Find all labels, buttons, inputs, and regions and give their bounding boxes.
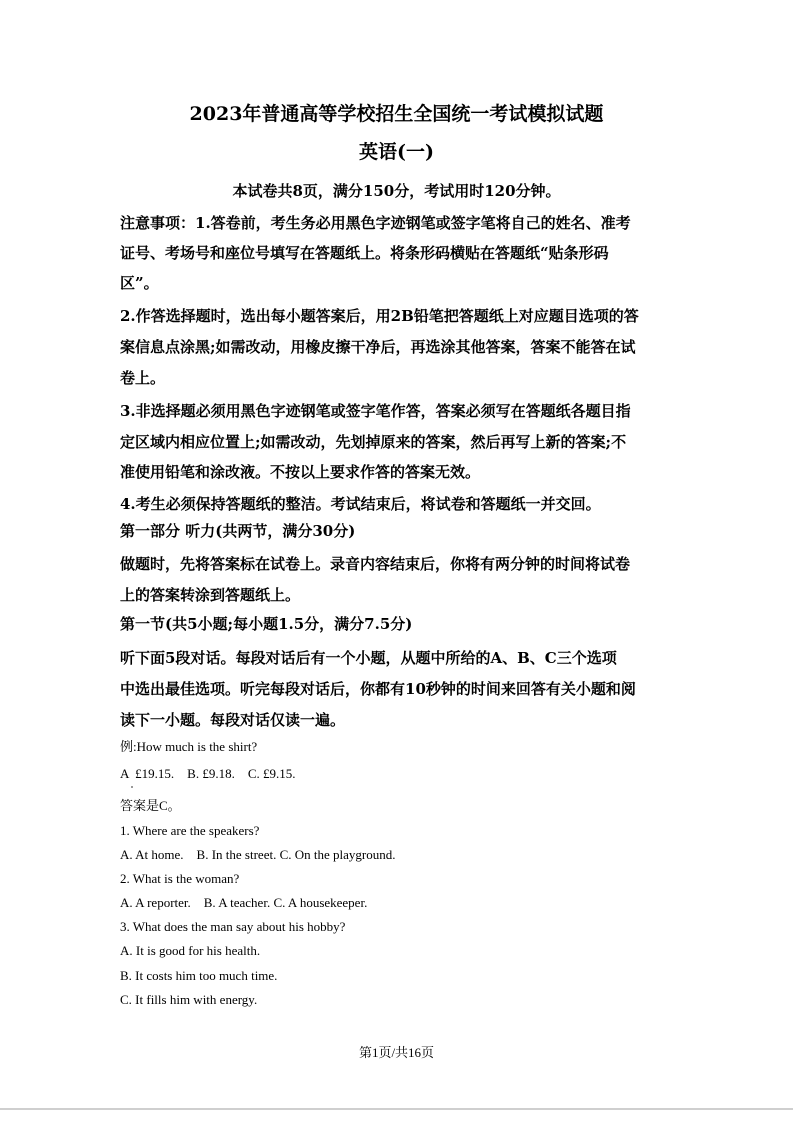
question-stem: 2. What is the woman? (120, 871, 240, 886)
example-answer: 答案是C。 (120, 798, 181, 813)
section1-instructions-line: 读下一小题。每段对话仅读一遍。 (120, 711, 346, 729)
section1-instructions-line: 中选出最佳选项。听完每段对话后，你都有10秒钟的时间来回答有关小题和阅 (120, 680, 636, 698)
notes-line: 证号、考场号和座位号填写在答题纸上。将条形码横贴在答题纸“贴条形码 (120, 244, 609, 262)
question-option: B. It costs him too much time. (120, 968, 278, 983)
notes-line: 准使用铅笔和涂改液。不按以上要求作答的答案无效。 (120, 463, 481, 481)
question-option: C. It fills him with energy. (120, 992, 258, 1007)
section1-instructions-line: 听下面5段对话。每段对话后有一个小题，从题中所给的A、B、C三个选项 (120, 649, 617, 667)
part1-heading: 第一部分 听力(共两节，满分30分) (120, 522, 356, 540)
notes-line: 定区域内相应位置上;如需改动，先划掉原来的答案，然后再写上新的答案;不 (120, 433, 627, 451)
question-options: A. A reporter. B. A teacher. C. A housekeeper. (120, 895, 368, 910)
notes-line: 卷上。 (120, 369, 166, 387)
example-question: 例:How much is the shirt? (120, 739, 258, 754)
notes-line: 案信息点涂黑;如需改动，用橡皮擦干净后，再选涂其他答案，答案不能答在试 (120, 338, 636, 356)
notes-line: 2.作答选择题时，选出每小题答案后，用2B铅笔把答题纸上对应题目选项的答 (120, 307, 639, 325)
notes-line: 区”。 (120, 274, 159, 292)
exam-intro: 本试卷共8页，满分150分，考试用时120分钟。 (232, 182, 561, 200)
question-option: A. It is good for his health. (120, 943, 261, 958)
notes-line: 注意事项：1.答卷前，考生务必用黑色字迹钢笔或签字笔将自己的姓名、准考 (120, 214, 631, 232)
section1-heading: 第一节(共5小题;每小题1.5分，满分7.5分) (120, 615, 413, 633)
bottom-rule (0, 1108, 793, 1110)
question-stem: 3. What does the man say about his hobby? (120, 919, 346, 934)
question-options: A. At home. B. In the street. C. On the playground. (120, 847, 396, 862)
notes-line: 3.非选择题必须用黑色字迹钢笔或签字笔作答，答案必须写在答题纸各题目指 (120, 402, 631, 420)
part1-instructions-line: 上的答案转涂到答题纸上。 (120, 586, 301, 604)
example-options: A £19.15. B. £9.18. C. £9.15. (120, 766, 296, 781)
part1-instructions-line: 做题时，先将答案标在试卷上。录音内容结束后，你将有两分钟的时间将试卷 (120, 555, 631, 573)
question-stem: 1. Where are the speakers? (120, 823, 260, 838)
exam-title: 2023年普通高等学校招生全国统一考试模拟试题 (189, 103, 604, 125)
page-footer: 第1页/共16页 (358, 1045, 435, 1060)
notes-line: 4.考生必须保持答题纸的整洁。考试结束后，将试卷和答题纸一并交回。 (120, 495, 601, 513)
exam-subtitle: 英语(一) (359, 141, 434, 163)
decorative-dot (131, 786, 133, 788)
